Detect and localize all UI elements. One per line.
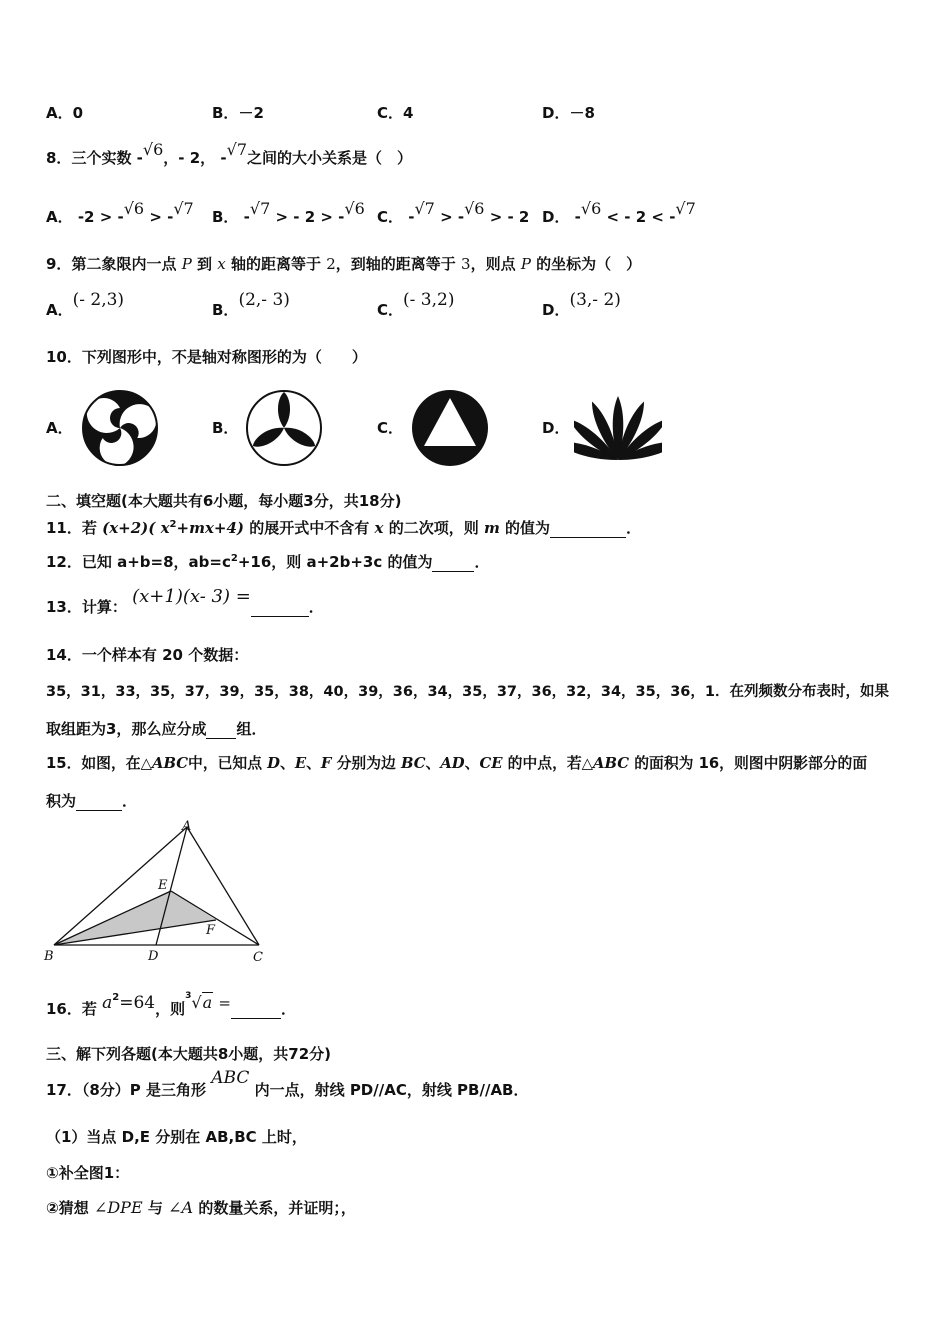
q14-line-2: 35，31，33，35，37，39，35，38，40，39，36，34，35，37，36，32，34，35，36，1．在列频数分布表时，如果 (46, 684, 889, 700)
q17-part-1: （1）当点 D,E 分别在 AB,BC 上时， (46, 1128, 307, 1146)
q10-label-d: D． (542, 419, 570, 437)
q14-line-3: 取组距为3，那么应分成 组． (46, 720, 267, 738)
q10-label-c: C． (377, 419, 404, 437)
q9-option-d: D．(3,- 2) (542, 290, 621, 319)
section-2-heading: 二、填空题(本大题共有6小题，每小题3分，共18分) (46, 492, 402, 510)
q8-stem: 8．三个实数 -√6，- 2， -√7之间的大小关系是（ ） (46, 140, 413, 167)
label-c: C (253, 950, 263, 965)
q16-answer-blank[interactable] (231, 1018, 281, 1019)
label-a: A (182, 819, 192, 834)
q15-line-2: 积为 ． (46, 792, 138, 810)
q8-option-d: D． -√6 < - 2 < -√7 (542, 199, 696, 226)
section-3-heading: 三、解下列各题(本大题共8小题，共72分) (46, 1045, 332, 1063)
q9-option-b: B．(2,- 3) (212, 290, 290, 319)
q11-answer-blank[interactable] (550, 537, 626, 538)
q7-option-b: B．－2 (212, 104, 264, 122)
q11-stem: 11．若 (x+2)( $x^2+mx+4$) 的展开式中不含有 x 的二次项，则 m 的值为 ． (46, 519, 642, 537)
q15-answer-blank[interactable] (76, 810, 122, 811)
q9-option-c: C．(- 3,2) (377, 290, 455, 319)
q10-figure-c-triangle-disc (410, 388, 490, 468)
q8-option-b: B． -√7 > - 2 > -√6 (212, 199, 365, 226)
q7-option-a: A．0 (46, 104, 84, 122)
q10-label-b: B． (212, 419, 239, 437)
q10-figure-a-triskelion (80, 388, 160, 468)
q17-sub-1: ①补全图1： (46, 1164, 130, 1182)
q17-sub-2: ②猜想 ∠DPE 与 ∠A 的数量关系，并证明；， (46, 1198, 356, 1217)
q8-option-a: A． -2 > -√6 > -√7 (46, 199, 194, 226)
q10-figure-b-petals (244, 388, 324, 468)
label-f: F (206, 923, 216, 938)
q13-answer-blank[interactable] (251, 616, 309, 617)
q12-stem: 12．已知 a+b=8，$ab=c^2+16$，则 a+2b+3c 的值为 ． (46, 553, 490, 571)
q16-stem: 16．若 $a^2=64$，则$^3$√a = ． (46, 991, 296, 1018)
q10-stem: 10．下列图形中，不是轴对称图形的为（ ） (46, 348, 367, 366)
label-e: E (158, 878, 168, 893)
q7-option-d: D．－8 (542, 104, 595, 122)
q7-option-c: C．4 (377, 104, 414, 122)
q13-stem: 13．计算： (x+1)(x- 3) = ． (46, 586, 324, 616)
q9-stem: 9．第二象限内一点 P 到 x 轴的距离等于 2，到轴的距离等于 3，则点 P 的坐标为（ ） (46, 255, 642, 273)
shaded-region (54, 891, 216, 945)
q9-option-a: A．(- 2,3) (46, 290, 125, 319)
q14-line-1: 14．一个样本有 20 个数据： (46, 646, 249, 664)
q17-stem: 17．（8分）P 是三角形 ABC 内一点，射线 PD//AC，射线 PB//AB． (46, 1068, 529, 1099)
q15-triangle-figure (40, 818, 270, 970)
q8-option-c: C． -√7 > -√6 > - 2 (377, 199, 530, 226)
label-b: B (44, 949, 54, 964)
q12-answer-blank[interactable] (432, 571, 474, 572)
q14-answer-blank[interactable] (206, 738, 236, 739)
q10-figure-d-fan-petals (574, 394, 662, 464)
q10-label-a: A． (46, 419, 73, 437)
label-d: D (148, 949, 159, 964)
q15-line-1: 15．如图，在△ABC中，已知点 D、E、F 分别为边 BC、AD、CE 的中点，若△ABC 的面积为 16，则图中阴影部分的面 (46, 755, 868, 772)
